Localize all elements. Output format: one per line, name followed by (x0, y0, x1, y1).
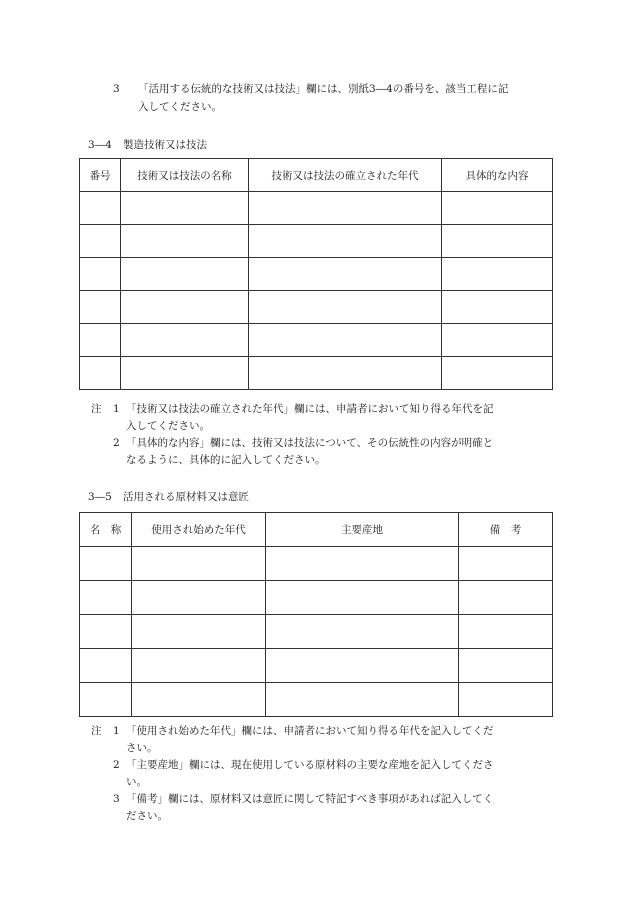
note-line: い。 (126, 776, 147, 788)
note-line: ださい。 (126, 810, 168, 822)
table-cell[interactable] (80, 615, 132, 649)
note-item (91, 401, 553, 435)
section-3-4-number: 3―4 (88, 139, 112, 151)
notes-label: 注 (91, 725, 102, 737)
header-established-era: 技術又は技法の確立された年代 (249, 159, 442, 192)
technique-notes (91, 401, 553, 469)
material-table-header (80, 513, 553, 547)
table-cell[interactable] (121, 225, 249, 258)
intro-note-number: 3 (113, 83, 120, 95)
note-line: 「備考」欄には、原材料又は意匠に関して特記すべき事項があれば記入してく (126, 793, 494, 805)
table-cell[interactable] (266, 649, 459, 683)
table-cell[interactable] (442, 324, 553, 357)
table-cell[interactable] (249, 324, 442, 357)
note-item (91, 435, 553, 469)
note-line: 「使用され始めた年代」欄には、申請者において知り得る年代を記入してくだ (126, 725, 494, 737)
table-cell[interactable] (80, 324, 121, 357)
note-item (91, 723, 553, 757)
table-cell[interactable] (442, 291, 553, 324)
table-cell[interactable] (442, 225, 553, 258)
table-cell[interactable] (249, 225, 442, 258)
header-main-origin: 主要産地 (266, 513, 459, 547)
table-cell[interactable] (80, 581, 132, 615)
table-cell[interactable] (459, 649, 553, 683)
table-row (80, 581, 553, 615)
note-line: 入してください。 (126, 420, 210, 432)
technique-table (79, 158, 553, 390)
section-3-4-title: 製造技術又は技法 (123, 139, 207, 151)
table-cell[interactable] (266, 683, 459, 717)
table-cell[interactable] (80, 258, 121, 291)
table-cell[interactable] (121, 324, 249, 357)
note-line: 「具体的な内容」欄には、技術又は技法について、その伝統性の内容が明確と (126, 437, 494, 449)
note-number: 2 (113, 759, 120, 771)
note-line: なるように、具体的に記入してください。 (126, 454, 326, 466)
header-remarks: 備 考 (459, 513, 553, 547)
header-number: 番号 (80, 159, 121, 192)
note-number: 2 (113, 437, 120, 449)
intro-note (113, 80, 553, 116)
table-cell[interactable] (121, 291, 249, 324)
section-3-4-heading (88, 137, 207, 152)
table-cell[interactable] (266, 581, 459, 615)
table-cell[interactable] (80, 291, 121, 324)
table-cell[interactable] (132, 615, 266, 649)
material-notes (91, 723, 553, 825)
table-cell[interactable] (266, 547, 459, 581)
table-cell[interactable] (80, 683, 132, 717)
table-cell[interactable] (459, 581, 553, 615)
intro-note-line2: 入してください。 (138, 101, 222, 113)
table-cell[interactable] (132, 581, 266, 615)
table-cell[interactable] (442, 357, 553, 390)
table-cell[interactable] (132, 547, 266, 581)
section-3-5-heading (88, 489, 249, 504)
note-number: 1 (113, 403, 120, 415)
table-row (80, 225, 553, 258)
header-name: 名 称 (80, 513, 132, 547)
note-number: 3 (113, 793, 120, 805)
table-row (80, 547, 553, 581)
table-cell[interactable] (80, 547, 132, 581)
table-cell[interactable] (249, 357, 442, 390)
note-item (91, 791, 553, 825)
table-row (80, 357, 553, 390)
header-specific-content: 具体的な内容 (442, 159, 553, 192)
table-cell[interactable] (80, 357, 121, 390)
intro-note-line1: 「活用する伝統的な技術又は技法」欄には、別紙3―4の番号を、該当工程に記 (138, 83, 509, 95)
note-line: 「技術又は技法の確立された年代」欄には、申請者において知り得る年代を記 (126, 403, 494, 415)
table-row (80, 258, 553, 291)
table-cell[interactable] (132, 683, 266, 717)
table-cell[interactable] (442, 192, 553, 225)
table-row (80, 615, 553, 649)
section-3-5-title: 活用される原材料又は意匠 (123, 491, 249, 503)
header-technique-name: 技術又は技法の名称 (121, 159, 249, 192)
header-first-used-era: 使用され始めた年代 (132, 513, 266, 547)
table-cell[interactable] (266, 615, 459, 649)
table-row (80, 683, 553, 717)
table-cell[interactable] (249, 192, 442, 225)
notes-label: 注 (91, 403, 102, 415)
table-cell[interactable] (121, 357, 249, 390)
table-cell[interactable] (132, 649, 266, 683)
table-cell[interactable] (249, 291, 442, 324)
technique-table-header (80, 159, 553, 192)
table-cell[interactable] (459, 683, 553, 717)
table-cell[interactable] (121, 258, 249, 291)
table-cell[interactable] (80, 649, 132, 683)
table-cell[interactable] (80, 192, 121, 225)
note-item (91, 757, 553, 791)
table-cell[interactable] (442, 258, 553, 291)
table-row (80, 291, 553, 324)
material-table (79, 512, 553, 717)
note-line: さい。 (126, 742, 158, 754)
table-cell[interactable] (80, 225, 121, 258)
section-3-5-number: 3―5 (88, 491, 112, 503)
table-cell[interactable] (459, 615, 553, 649)
table-row (80, 649, 553, 683)
table-cell[interactable] (249, 258, 442, 291)
table-row (80, 324, 553, 357)
table-cell[interactable] (121, 192, 249, 225)
note-number: 1 (113, 725, 120, 737)
table-cell[interactable] (459, 547, 553, 581)
note-line: 「主要産地」欄には、現在使用している原材料の主要な産地を記入してくださ (126, 759, 494, 771)
table-row (80, 192, 553, 225)
